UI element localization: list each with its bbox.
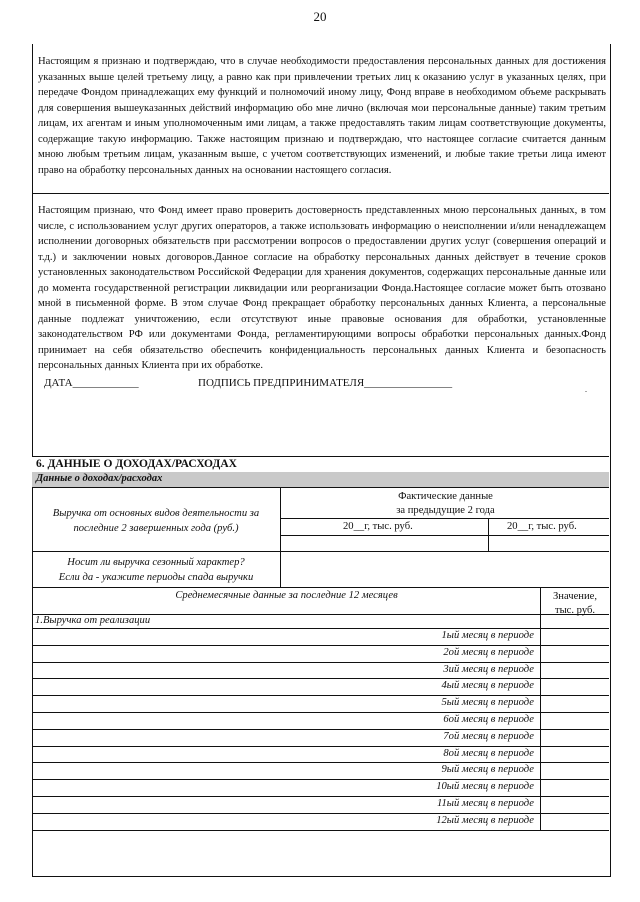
- row-divider: [32, 830, 609, 831]
- year2-value-cell[interactable]: [489, 536, 608, 550]
- row-divider: [32, 645, 609, 646]
- subsection-heading: [32, 472, 609, 488]
- date-field-label[interactable]: ДАТА____________: [44, 377, 139, 389]
- month-label: 10ый месяц в периоде: [436, 781, 534, 793]
- row-divider: [32, 712, 609, 713]
- month-value-cell[interactable]: [541, 663, 608, 678]
- month-label: 1ый месяц в периоде: [441, 630, 534, 641]
- stray-mark: .: [585, 385, 587, 394]
- row-divider: [32, 762, 609, 763]
- page-number: 20: [313, 9, 327, 24]
- month-value-cell[interactable]: [541, 713, 608, 728]
- row-divider: [32, 779, 609, 780]
- consent-paragraph-third-parties: Настоящим я признаю и подтверждаю, что в случае необходимости предоставления персональных данных для достижения указанных выше целей третьему лицу, а равно как при привлечении третьих лиц к оказанию услуг в указанных целях, при передаче Фондом принадлежащих ему функций и полномочий иному лицу, Фонд вправе в необходимом объеме раскрывать для совершения вышеуказанных действий информацию обо мне лично (включая мои персональные данные) таким третьим лицам, их агентам и иным уполномоченным ими лицам, а также предоставлять таким лицам соответствующие документы, содержащие такую информацию. Также настоящим признаю и подтверждаю, что настоящее согласие считается данным мною любым третьим лицам, указанным выше, с учетом соответствующих изменений, и любые такие третьи лица имеют право на обработку персональных данных на основании настоящего согласия.: [38, 56, 606, 176]
- divider: [32, 193, 609, 194]
- month-label: 11ый месяц в периоде: [436, 798, 534, 809]
- year1-value-cell[interactable]: [281, 536, 487, 550]
- year1-label: 20__г, тыс. руб.: [343, 521, 413, 532]
- month-value-cell[interactable]: [541, 696, 608, 711]
- row-divider: [32, 729, 609, 730]
- month-value-cell[interactable]: [541, 814, 608, 829]
- month-value-cell[interactable]: [541, 629, 608, 644]
- revenue-label: Выручка от основных видов деятельности за последние 2 завершенных года (руб.): [52, 508, 260, 534]
- section-title: 6. ДАННЫЕ О ДОХОДАХ/РАСХОДАХ: [36, 458, 237, 470]
- month-label: 3ий месяц в периоде: [443, 663, 534, 675]
- subsection-title: Данные о доходах/расходах: [36, 473, 163, 484]
- month-value-cell[interactable]: [541, 679, 608, 694]
- seasonal-question: Носит ли выручка сезонный характер? Если да - укажите периоды спада выручки: [58, 557, 254, 583]
- month-label: 9ый месяц в периоде: [441, 764, 534, 776]
- month-value-cell[interactable]: [541, 780, 608, 795]
- year2-label: 20__г, тыс. руб.: [507, 521, 577, 532]
- month-label: 2ой месяц в периоде: [443, 646, 534, 658]
- entrepreneur-signature-label[interactable]: ПОДПИСЬ ПРЕДПРИНИМАТЕЛЯ________________: [198, 377, 453, 389]
- actual-data-header: Фактические данные за предыдущие 2 года: [396, 491, 495, 516]
- consent-paragraph-verification: Настоящим признаю, что Фонд имеет право проверить достоверность представленных мною персональных данных, в том числе, с использованием услуг других операторов, а также использовать информацию о неисполнении и/или ненадлежащем исполнении договорных обязательств при рассмотрении вопросов о предоставлении других услуг (совершения операций и т.д.) и заключении новых договоров.Данное согласие на обработку персональных данных действует в течение сроков установленных законодательством Российской Федерации для хранения документов, содержащих персональные данные или до момента государственной регистрации ликвидации или реорганизации Фонда.Настоящее согласие может быть отозвано мной в письменной форме. В этом случае Фонд прекращает обработку персональных данных Клиента, а персональные данные подлежат уничтожению, если отсутствуют иные правовые основания для обработки, установленные законодательством РФ или документами Фонда, регламентирующими вопросы обработки персональных данных.Фонд принимает на себя обязательство обеспечить конфиденциальность персональных данных Клиента и безопасность персональных данных Клиента при их обработке.: [38, 205, 606, 371]
- value-header: Значение, тыс. руб.: [553, 591, 597, 616]
- month-value-cell[interactable]: [541, 747, 608, 762]
- row-divider: [32, 746, 609, 747]
- row-divider: [32, 678, 609, 679]
- month-label: 8ой месяц в периоде: [443, 747, 534, 759]
- month-label: 6ой месяц в периоде: [443, 714, 534, 725]
- month-value-cell[interactable]: [541, 763, 608, 778]
- monthly-data-header: Среднемесячные данные за последние 12 месяцев: [175, 590, 398, 601]
- month-label: 12ый месяц в периоде: [436, 814, 534, 826]
- month-label: 4ый месяц в периоде: [441, 680, 534, 692]
- row-divider: [32, 695, 609, 696]
- month-value-cell[interactable]: [541, 646, 608, 661]
- month-label: 5ый месяц в периоде: [441, 697, 534, 709]
- month-label: 7ой месяц в периоде: [443, 730, 534, 742]
- month-value-cell[interactable]: [541, 730, 608, 745]
- sales-revenue-label: 1.Выручка от реализации: [35, 615, 151, 626]
- row-divider: [32, 796, 609, 797]
- row-divider: [32, 662, 609, 663]
- seasonal-answer-cell[interactable]: [281, 552, 608, 586]
- row-divider: [32, 813, 609, 814]
- month-value-cell[interactable]: [541, 797, 608, 812]
